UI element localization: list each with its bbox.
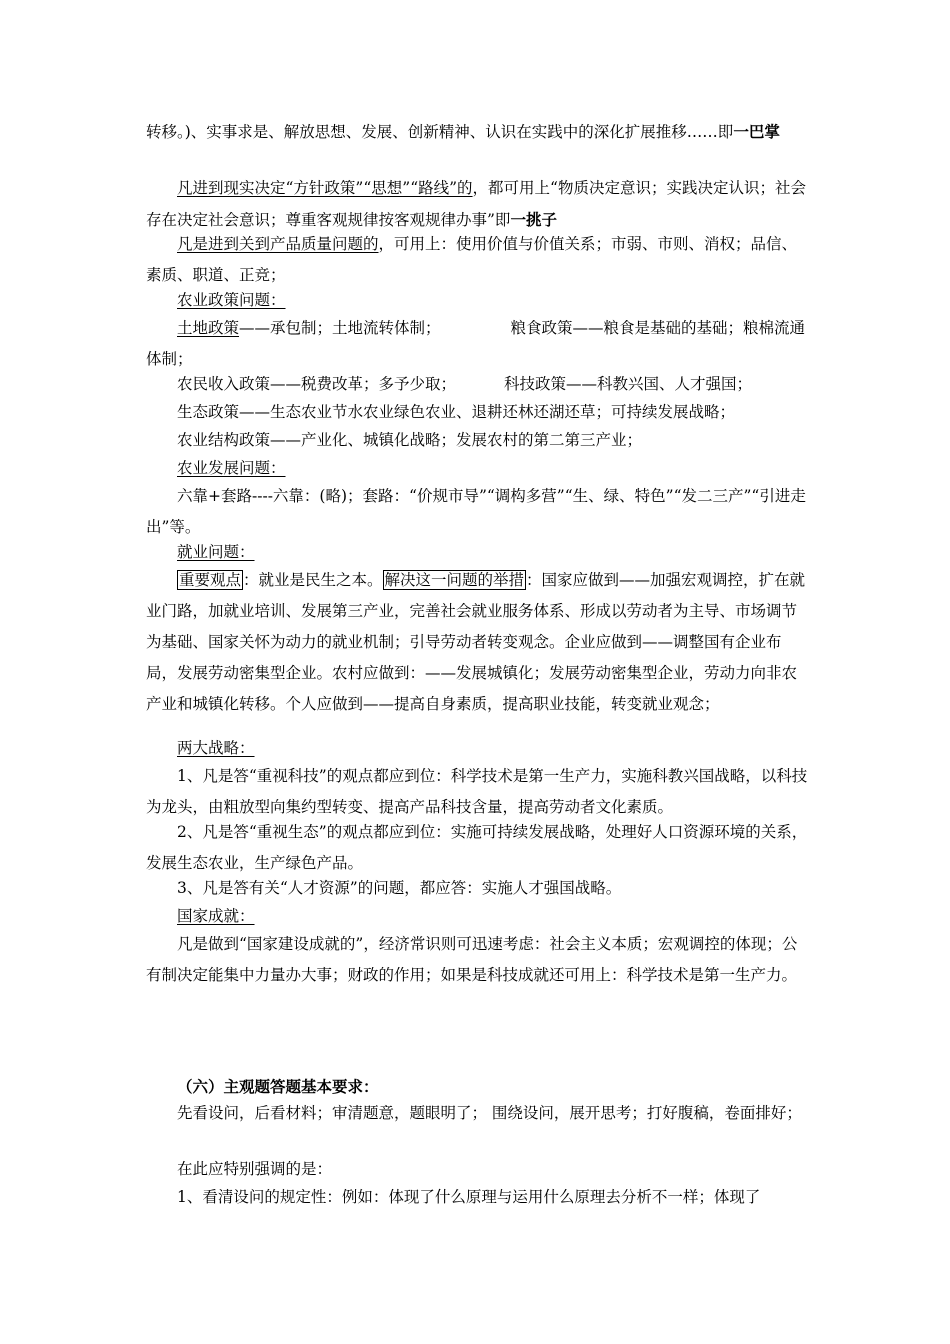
paragraph-2-text: ，都可用上“物质决定意识；实践决定认识；社会存在决定社会意识；尊重客观规律按客观规律办事”即 [146, 179, 806, 229]
paragraph-2-bold: 一挑子 [510, 210, 557, 229]
paragraph-5-text-1: 农民收入政策——税费改革；多予少取； [177, 375, 457, 393]
heading-agri-dev [146, 453, 810, 484]
boxed-label-key-view: 重要观点 [179, 571, 242, 589]
heading-employment [146, 537, 810, 568]
paragraph-1-text: 转移。)、实事求是、解放思想、发展、创新精神、认识在实践中的深化扩展推移……即 [146, 123, 734, 141]
paragraph-11: 2、凡是答“重视生态”的观点都应到位：实施可持续发展战略，处理好人口资源环境的关系，发展生态农业，生产绿色产品。 [146, 823, 808, 872]
heading-two-strategies [146, 733, 810, 764]
paragraph-13: 凡是做到“国家建设成就的”，经济常识则可迅速考虑：社会主义本质；宏观调控的体现；公有制决定能集中力量办大事；财政的作用；如果是科技成就还可用上：科学技术是第一生产力。 [146, 935, 798, 984]
paragraph-1 [146, 116, 810, 148]
paragraph-2 [146, 173, 810, 236]
paragraph-4-underlined: 土地政策 [177, 319, 240, 337]
heading-section-6: （六）主观题答题基本要求： [177, 1077, 379, 1096]
heading-achievements-text: 国家成就： [177, 907, 255, 925]
heading-agri-policy [146, 285, 810, 316]
paragraph-2-underlined: 凡进到现实决定“方针政策”“思想”“路线”的 [177, 179, 473, 197]
paragraph-15: 在此应特别强调的是： [177, 1160, 333, 1178]
paragraph-4-text-1: ——承包制；土地流转体制； [239, 319, 441, 337]
paragraph-7: 农业结构政策——产业化、城镇化战略；发展农村的第二第三产业； [177, 431, 643, 449]
boxed-label-measures: 解决这一问题的举措 [384, 571, 525, 589]
paragraph-3 [146, 229, 810, 291]
heading-two-strategies-text: 两大战略： [177, 739, 255, 757]
heading-agri-policy-text: 农业政策问题： [177, 291, 286, 309]
paragraph-8: 六靠+套路----六靠：(略)；套路：“价规市导”“调构多营”“生、绿、特色”“发二三产”“引进走出”等。 [146, 487, 806, 536]
paragraph-3-text: ，可用上：使用价值与价值关系；市弱、市则、消权；品信、素质、职道、正竞； [146, 235, 798, 284]
paragraph-9-text-1: ：就业是民生之本。 [243, 571, 383, 589]
paragraph-12: 3、凡是答有关“人才资源”的问题，都应答：实施人才强国战略。 [177, 879, 622, 897]
paragraph-16: 1、看清设问的规定性：例如：体现了什么原理与运用什么原理去分析不一样；体现了 [177, 1188, 761, 1206]
paragraph-3-underlined: 凡是进到关到产品质量问题的 [177, 235, 379, 253]
paragraph-14: 先看设问，后看材料；审清题意，题眼明了； 围绕设问，展开思考；打好腹稿，卷面排好； [177, 1104, 802, 1122]
paragraph-6: 生态政策——生态农业节水农业绿色农业、退耕还林还湖还草；可持续发展战略； [177, 403, 736, 421]
heading-employment-text: 就业问题： [177, 543, 255, 561]
heading-agri-dev-text: 农业发展问题： [177, 459, 286, 477]
paragraph-9 [146, 565, 810, 720]
paragraph-4 [146, 313, 810, 375]
paragraph-5-text-2: 科技政策——科教兴国、人才强国； [504, 375, 753, 393]
paragraph-10: 1、凡是答“重视科技”的观点都应到位：科学技术是第一生产力，实施科教兴国战略，以科技为龙头，由粗放型向集约型转变、提高产品科技含量，提高劳动者文化素质。 [146, 767, 808, 816]
paragraph-5 [146, 369, 810, 400]
heading-achievements [146, 901, 810, 932]
paragraph-9-text-2: ：国家应做到——加强宏观调控，扩在就业门路，加就业培训、发展第三产业，完善社会就业服务体系、形成以劳动者为主导、市场调节为基础、国家关怀为动力的就业机制；引导劳动者转变观念。企业应做到——调整国有企业布局，发展劳动密集型企业。农村应做到：——发展城镇化；发展劳动密集型企业，劳动力向非农产业和城镇化转移。个人应做到——提高自身素质，提高职业技能，转变就业观念； [146, 571, 806, 713]
paragraph-1-bold: 一巴掌 [733, 122, 780, 141]
paragraph-4-text-2: 粮食政策——粮食是基础的基础；粮棉流通体制； [146, 319, 806, 368]
